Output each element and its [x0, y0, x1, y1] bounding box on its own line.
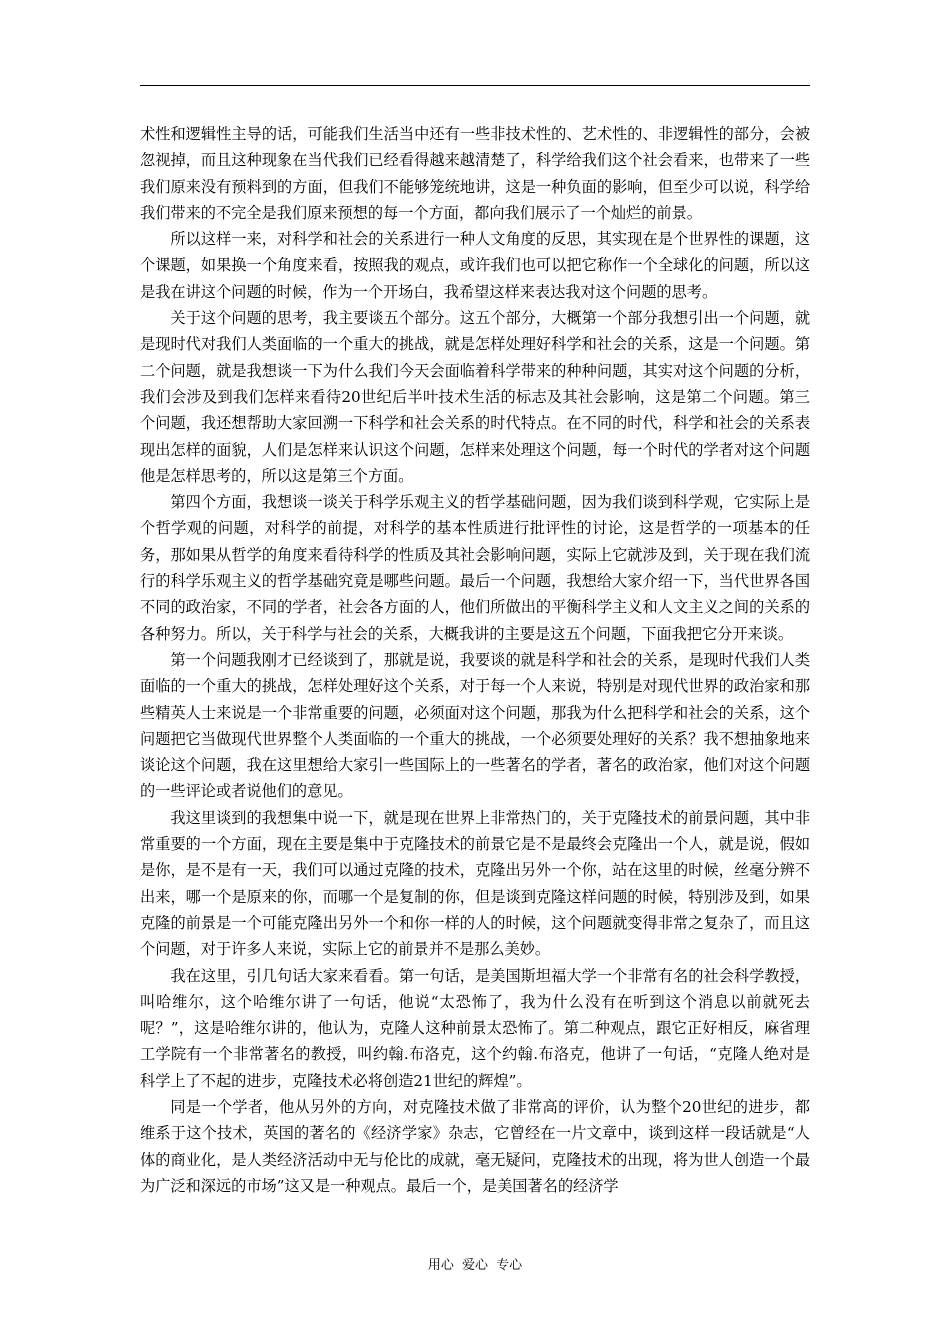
paragraph: 第四个方面，我想谈一谈关于科学乐观主义的哲学基础问题，因为我们谈到科学观，它实际上是个哲学观的问题，对科学的前提，对科学的基本性质进行批评性的讨论，这是哲学的一项基本的任务，那如果从哲学的角度来看待科学的性质及其社会影响问题，实际上它就涉及到，关于现在我们流行的科学乐观主义的哲学基础究竟是哪些问题。最后一个问题，我想给大家介绍一下，当代世界各国不同的政治家，不同的学者，社会各方面的人，他们所做出的平衡科学主义和人文主义之间的关系的各种努力。所以，关于科学与社会的关系，大概我讲的主要是这五个问题，下面我把它分开来谈。: [140, 493, 810, 643]
paragraph: 我在这里，引几句话大家来看看。第一句话，是美国斯坦福大学一个非常有名的社会科学教授，叫哈维尔，这个哈维尔讲了一句话，他说“太恐怖了，我为什么没有在听到这个消息以前就死去呢？”，这是哈维尔讲的，他认为，克隆人这种前景太恐怖了。第二种观点，跟它正好相反，麻省理工学院有一个非常著名的教授，叫约翰.布洛克，这个约翰.布洛克，他讲了一句话，“克隆人绝对是科学上了不起的进步，克隆技术必将创造21世纪的辉煌”。: [140, 966, 810, 1090]
body-text: [140, 121, 810, 1199]
paragraph: 第一个问题我刚才已经谈到了，那就是说，我要谈的就是科学和社会的关系，是现时代我们人类面临的一个重大的挑战，怎样处理好这个关系，对于每一个人来说，特别是对现代世界的政治家和那些精英人士来说是一个非常重要的问题，必须面对这个问题，那我为什么把科学和社会的关系，这个问题把它当做现代世界整个人类面临的一个重大的挑战，一个必须要处理好的关系？我不想抽象地来谈论这个问题，我在这里想给大家引一些国际上的一些著名的学者，著名的政治家，他们对这个问题的一些评论或者说他们的意见。: [140, 650, 810, 801]
paragraph: 所以这样一来，对科学和社会的关系进行一种人文角度的反思，其实现在是个世界性的课题，这个课题，如果换一个角度来看，按照我的观点，或许我们也可以把它称作一个全球化的问题，所以这是我在讲这个问题的时候，作为一个开场白，我希望这样来表达我对这个问题的思考。: [140, 230, 810, 301]
paragraph: 同是一个学者，他从另外的方向，对克隆技术做了非常高的评价，认为整个20世纪的进步，都维系于这个技术，英国的著名的《经济学家》杂志，它曾经在一片文章中，谈到这样一段话就是“人体的商业化，是人类经济活动中无与伦比的成就，毫无疑问，克隆技术的出现，将为世人创造一个最为广泛和深远的市场”这又是一种观点。最后一个，是美国著名的经济学: [140, 1097, 810, 1195]
paragraph: 我这里谈到的我想集中说一下，就是现在世界上非常热门的，关于克隆技术的前景问题，其中非常重要的一个方面，现在主要是集中于克隆技术的前景它是不是最终会克隆出一个人，就是说，假如是你，是不是有一天，我们可以通过克隆的技术，克隆出另外一个你，站在这里的时候，丝毫分辨不出来，哪一个是原来的你，而哪一个是复制的你，但是谈到克隆这样问题的时候，特别涉及到，如果克隆的前景是一个可能克隆出另外一个和你一样的人的时候，这个问题就变得非常之复杂了，而且这个问题，对于许多人来说，实际上它的前景并不是那么美妙。: [140, 808, 810, 959]
paragraph: 关于这个问题的思考，我主要谈五个部分。这五个部分，大概第一个部分我想引出一个问题，就是现时代对我们人类面临的一个重大的挑战，就是怎样处理好科学和社会的关系，这是一个问题。第二个问题，就是我想谈一下为什么我们今天会面临着科学带来的种种问题，其实对这个问题的分析，我们会涉及到我们怎样来看待20世纪后半叶技术生活的标志及其社会影响，这是第二个问题。第三个问题，我还想帮助大家回溯一下科学和社会关系的时代特点。在不同的时代，科学和社会的关系表现出怎样的面貌，人们是怎样来认识这个问题，怎样来处理这个问题，每一个时代的学者对这个问题他是怎样思考的，所以这是第三个方面。: [140, 309, 810, 485]
header-rule: [140, 85, 810, 86]
page-footer: 用心 爱心 专心: [427, 1258, 523, 1273]
paragraph: 术性和逻辑性主导的话，可能我们生活当中还有一些非技术性的、艺术性的、非逻辑性的部分，会被忽视掉，而且这种现象在当代我们已经看得越来越清楚了，科学给我们这个社会看来，也带来了一些我们原来没有预料到的方面，但我们不能够笼统地讲，这是一种负面的影响，但至少可以说，科学给我们带来的不完全是我们原来预想的每一个方面，都向我们展示了一个灿烂的前景。: [140, 125, 810, 222]
